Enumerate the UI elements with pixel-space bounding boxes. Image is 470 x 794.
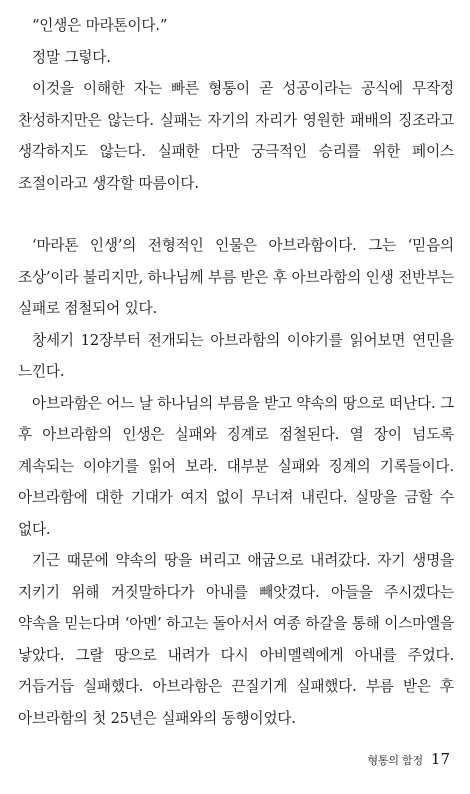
paragraph-agree: 정말 그렇다. <box>32 48 111 66</box>
page-number: 17 <box>430 750 450 768</box>
paragraph-quote: “인생은 마라톤이다.” <box>32 17 168 34</box>
paragraph-failures: 기근 때문에 약속의 땅을 버리고 애굽으로 내려갔다. 자기 생명을 지키기 위해 거짓말하다가 아내를 빼앗겼다. 아들을 주시겠다는 약속을 믿는다며 ‘아멘’ 하고는 돌아서서 여종 하갈을 통해 이스마엘을 낳았다. 그랄 땅으로 내려가 다시 아비멜렉에게 아내를 주었다. 거듭거듭 실패했다. 아브라함은 끈질기게 실패했다. 부름 받은 후 아브라함의 첫 25년은 실패와의 동행이었다. <box>18 552 454 727</box>
page-footer <box>367 750 450 774</box>
paragraph-calling: 아브라함은 어느 날 하나님의 부름을 받고 약속의 땅으로 떠난다. 그 후 아브라함의 인생은 실패와 징계로 점철된다. 열 장이 넘도록 계속되는 이야기를 읽어 보라. 대부분 실패와 징계의 기록들이다. 아브라함에 대한 기대가 여지 없이 무너져 내린다. 실망을 금할 수 없다. <box>18 394 454 538</box>
paragraph-genesis: 창세기 12장부터 전개되는 아브라함의 이야기를 읽어보면 연민을 느낀다. <box>18 331 454 380</box>
running-title: 형통의 함정 <box>367 754 423 767</box>
paragraph-understanding: 이것을 이해한 자는 빠른 형통이 곧 성공이라는 공식에 무작정 찬성하지만은 않는다. 실패는 자기의 자리가 영원한 패배의 징조라고 생각하지도 않는다. 실패한 다만 궁극적인 승리를 위한 페이스 조절이라고 생각할 따름이다. <box>18 80 454 192</box>
paragraph-marathon-life: ‘마라톤 인생’의 전형적인 인물은 아브라함이다. 그는 ‘믿음의 조상’이라 불리지만, 하나님께 부름 받은 후 아브라함의 인생 전반부는 실패로 점철되어 있다. <box>18 237 454 317</box>
body-text <box>18 10 454 734</box>
